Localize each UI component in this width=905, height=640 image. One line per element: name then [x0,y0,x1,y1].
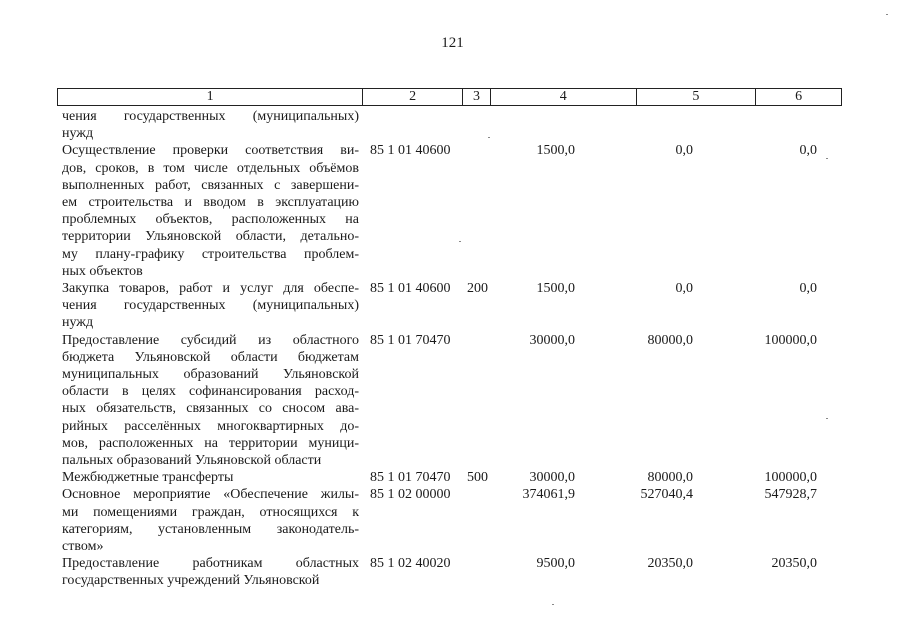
row-value-col6: 0,0 [799,143,817,159]
scan-speck [826,158,828,159]
row-value-col6: 20350,0 [771,556,817,572]
description-line: дов, сроков, в том числе отдельных объёмов [62,160,359,176]
page-number: 121 [441,35,464,51]
row-value-col4: 30000,0 [529,470,575,486]
description-line: категориям, установленным законодатель- [62,521,359,537]
row-value-col5: 80000,0 [647,470,693,486]
description-line: пальных образований Ульяновской области [62,452,322,468]
row-code: 85 1 02 40020 [370,556,451,572]
description-line: государственных учреждений Ульяновской [62,573,320,589]
scan-speck [459,241,461,242]
row-value-col6: 100000,0 [764,332,817,348]
description-line: Межбюджетные трансферты [62,470,234,486]
table-row [0,486,905,555]
table-row [0,142,905,280]
scan-speck [826,418,828,419]
description-line: муниципальных образований Ульяновской [62,366,359,382]
header-col-4: 4 [491,89,637,105]
row-value-col4: 9500,0 [536,556,575,572]
header-col-3: 3 [463,89,491,105]
row-code: 85 1 01 40600 [370,143,451,159]
description-line: выполненных работ, связанных с завершени- [62,177,359,193]
description-line: Основное мероприятие «Обеспечение жилы- [62,487,359,503]
row-description [62,555,359,589]
description-line: нужд [62,126,94,142]
row-value-col4: 1500,0 [536,280,575,296]
description-line: области в целях софинансирования расход- [62,384,359,400]
table-row [0,332,905,470]
row-value-col6: 0,0 [799,280,817,296]
row-code: 85 1 01 40600 [370,280,451,296]
header-col-1: 1 [58,89,363,105]
description-line: проблемных объектов, расположенных на [62,212,359,228]
row-value-col4: 1500,0 [536,143,575,159]
description-line: нужд [62,315,94,331]
row-description [62,108,359,142]
scan-speck [552,604,554,605]
row-description [62,486,359,555]
table-header-row [57,88,842,106]
row-value-col5: 0,0 [675,280,693,296]
table-body [0,108,905,590]
description-line: рийных расселённых многоквартирных до- [62,418,359,434]
description-line: ством» [62,538,104,554]
header-col-2: 2 [363,89,463,105]
description-line: бюджета Ульяновской области бюджетам [62,349,359,365]
row-value-col5: 20350,0 [647,556,693,572]
row-code: 85 1 02 00000 [370,487,451,503]
description-line: му плану-графику строительства проблем- [62,246,359,262]
table-row [0,108,905,142]
row-description [62,469,359,486]
description-line: территории Ульяновской области, детально- [62,229,359,245]
description-line: ных обязательств, связанных со сносом ава- [62,401,359,417]
description-line: ем строительства и вводом в эксплуатацию [62,194,359,210]
description-line: мов, расположенных на территории муници- [62,435,359,451]
description-line: чения государственных (муниципальных) [62,109,359,124]
table-row [0,469,905,486]
row-value-col5: 527040,4 [640,487,693,503]
row-value-col4: 30000,0 [529,332,575,348]
description-line: чения государственных (муниципальных) [62,298,359,314]
row-value-col4: 374061,9 [522,487,575,503]
row-expense-type: 500 [467,470,488,486]
description-line: Закупка товаров, работ и услуг для обеспе- [62,280,359,296]
description-line: ных объектов [62,263,143,279]
row-value-col6: 547928,7 [764,487,817,503]
scan-speck [886,14,888,15]
scan-speck [488,137,490,138]
row-value-col5: 80000,0 [647,332,693,348]
row-description [62,280,359,332]
row-expense-type: 200 [467,280,488,296]
row-value-col6: 100000,0 [764,470,817,486]
row-description [62,142,359,280]
table-row [0,280,905,332]
description-line: Осуществление проверки соответствия ви- [62,143,359,159]
description-line: Предоставление работникам областных [62,556,359,572]
row-description [62,332,359,470]
row-value-col5: 0,0 [675,143,693,159]
description-line: Предоставление субсидий из областного [62,332,359,348]
row-code: 85 1 01 70470 [370,332,451,348]
header-col-5: 5 [637,89,757,105]
table-row [0,555,905,589]
row-code: 85 1 01 70470 [370,470,451,486]
description-line: ми помещениями граждан, относящихся к [62,504,359,520]
header-col-6: 6 [795,89,803,104]
